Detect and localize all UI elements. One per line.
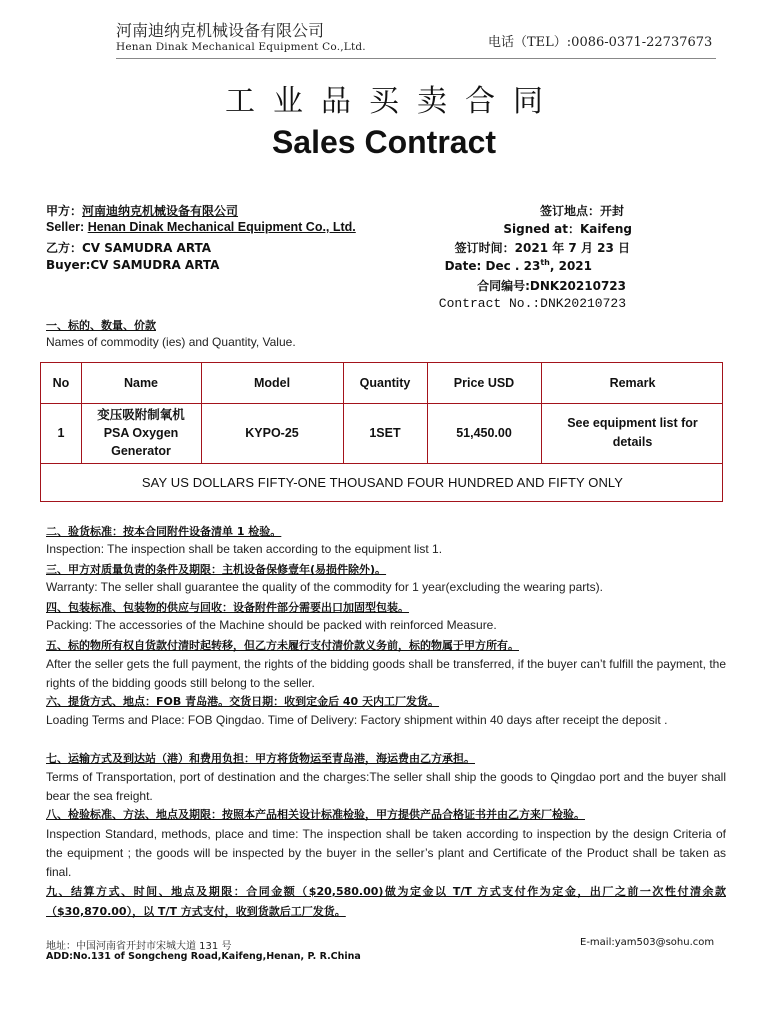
seller-line xyxy=(46,220,356,234)
table-cell-no: 1 xyxy=(57,426,65,440)
table-cell-name xyxy=(81,403,201,463)
company-name-en: Henan Dinak Mechanical Equipment Co.,Ltd. xyxy=(116,41,366,53)
party-a-label: 甲方： xyxy=(46,204,83,218)
buyer: Buyer:CV SAMUDRA ARTA xyxy=(46,258,220,272)
footer-address-en: ADD:No.131 of Songcheng Road,Kaifeng,Henan, P. R.China xyxy=(46,951,361,962)
name-cn: 变压吸附制氧机 xyxy=(97,408,185,422)
date-prefix: Date: Dec . 23 xyxy=(444,259,541,273)
signing-place-en: Signed at：Kaifeng xyxy=(503,222,632,236)
seller-label: Seller: xyxy=(46,220,88,234)
clause-4-cn: 四、包装标准、包装物的供应与回收：设备附件部分需要出口加固型包装。 xyxy=(46,601,409,614)
signing-time-cn: 签订时间：2021 年 7 月 23 日 xyxy=(454,241,630,255)
party-a-line xyxy=(46,202,238,219)
signing-place-cn: 签订地点：开封 xyxy=(539,204,624,218)
name-en-line2: Generator xyxy=(111,444,171,458)
seller-name: Henan Dinak Mechanical Equipment Co., Ltd. xyxy=(87,220,356,234)
party-b: 乙方：CV SAMUDRA ARTA xyxy=(46,241,212,255)
clause-3-cn: 三、甲方对质量负责的条件及期限：主机设备保修壹年(易损件除外)。 xyxy=(46,563,387,576)
section-1-heading-en: Names of commodity (ies) and Quantity, Value. xyxy=(46,335,296,349)
goods-table xyxy=(40,362,723,502)
party-a-name: 河南迪纳克机械设备有限公司 xyxy=(82,204,239,218)
clause-8-en: Inspection Standard, methods, place and time: The inspection shall be taken according to inspection by the design Criteria of the equipment ; the goods will be inspected by the buyer in the seller’s plant and Certificate of the Product shall be taken as final. xyxy=(46,827,726,879)
contract-number-en: Contract No.:DNK20210723 xyxy=(438,296,626,311)
table-header-remark: Remark xyxy=(609,376,656,390)
contract-number-cn: 合同编号:DNK20210723 xyxy=(477,279,626,293)
clause-5-en: After the seller gets the full payment, the rights of the bidding goods shall be transferred, if the buyer can’t fulfill the payment, the rights of the bidding goods still belong to the seller. xyxy=(46,657,726,690)
header-divider xyxy=(116,58,716,59)
clause-3-en: Warranty: The seller shall guarantee the quality of the commodity for 1 year(excluding the wearing parts). xyxy=(46,580,603,594)
title-cn: 工业品买卖合同 xyxy=(225,84,561,119)
company-name-cn: 河南迪纳克机械设备有限公司 xyxy=(116,21,325,40)
table-header-no: No xyxy=(52,376,70,390)
clause-5-cn: 五、标的物所有权自货款付清时起转移，但乙方未履行支付清价款义务前，标的物属于甲方所有。 xyxy=(46,639,519,652)
clause-6-cn: 六、提货方式、地点：FOB 青岛港。交货日期：收到定金后 40 天内工厂发货。 xyxy=(46,695,440,708)
table-header-name: Name xyxy=(123,376,159,390)
table-header-model: Model xyxy=(253,376,291,390)
phone-number: 电话（TEL）:0086-0371-22737673 xyxy=(488,35,713,50)
title-en: Sales Contract xyxy=(271,124,497,160)
footer-email: E-mail:yam503@sohu.com xyxy=(580,937,715,948)
clause-7-en: Terms of Transportation, port of destination and the charges:The seller shall ship the goods to Qingdao port and the buyer shall bear the sea freight. xyxy=(46,770,726,803)
clause-9-cn: 九、结算方式、时间、地点及期限：合同金额（$20,580.00)做为定金以 T/T 方式支付作为定金，出厂之前一次性付清余款（$30,870.00），以 T/T 方式支付，收到货款后工厂发货。 xyxy=(46,885,726,918)
date-superscript: th xyxy=(540,258,550,267)
clause-4-en: Packing: The accessories of the Machine should be packed with reinforced Measure. xyxy=(46,618,497,632)
table-header-quantity: Quantity xyxy=(359,376,411,390)
clause-7-cn: 七、运输方式及到达站（港）和费用负担：甲方将货物运至青岛港，海运费由乙方承担。 xyxy=(46,752,475,765)
table-cell-model: KYPO-25 xyxy=(245,426,299,440)
table-header-price: Price USD xyxy=(453,376,515,390)
name-en-line1: PSA Oxygen xyxy=(103,426,179,440)
table-cell-quantity: 1SET xyxy=(369,426,401,440)
table-cell-price: 51,450.00 xyxy=(456,426,512,440)
table-cell-remark: See equipment list for details xyxy=(567,416,698,449)
table-total-in-words: SAY US DOLLARS FIFTY-ONE THOUSAND FOUR HUNDRED AND FIFTY ONLY xyxy=(141,474,624,490)
footer-address-cn: 地址：中国河南省开封市宋城大道 131 号 xyxy=(46,941,232,952)
signing-date-en xyxy=(445,258,592,273)
clause-2-cn: 二、验货标准：按本合同附件设备清单 1 检验。 xyxy=(46,525,282,538)
clause-8-cn: 八、检验标准、方法、地点及期限：按照本产品相关设计标准检验，甲方提供产品合格证书并由乙方来厂检验。 xyxy=(46,808,585,821)
date-suffix: , 2021 xyxy=(549,259,592,273)
section-1-heading-cn: 一、标的、数量、价款 xyxy=(46,319,156,332)
clause-6-en: Loading Terms and Place: FOB Qingdao. Time of Delivery: Factory shipment within 40 days after receipt the deposit . xyxy=(46,713,668,727)
clause-2-en: Inspection: The inspection shall be taken according to the equipment list 1. xyxy=(46,542,443,556)
